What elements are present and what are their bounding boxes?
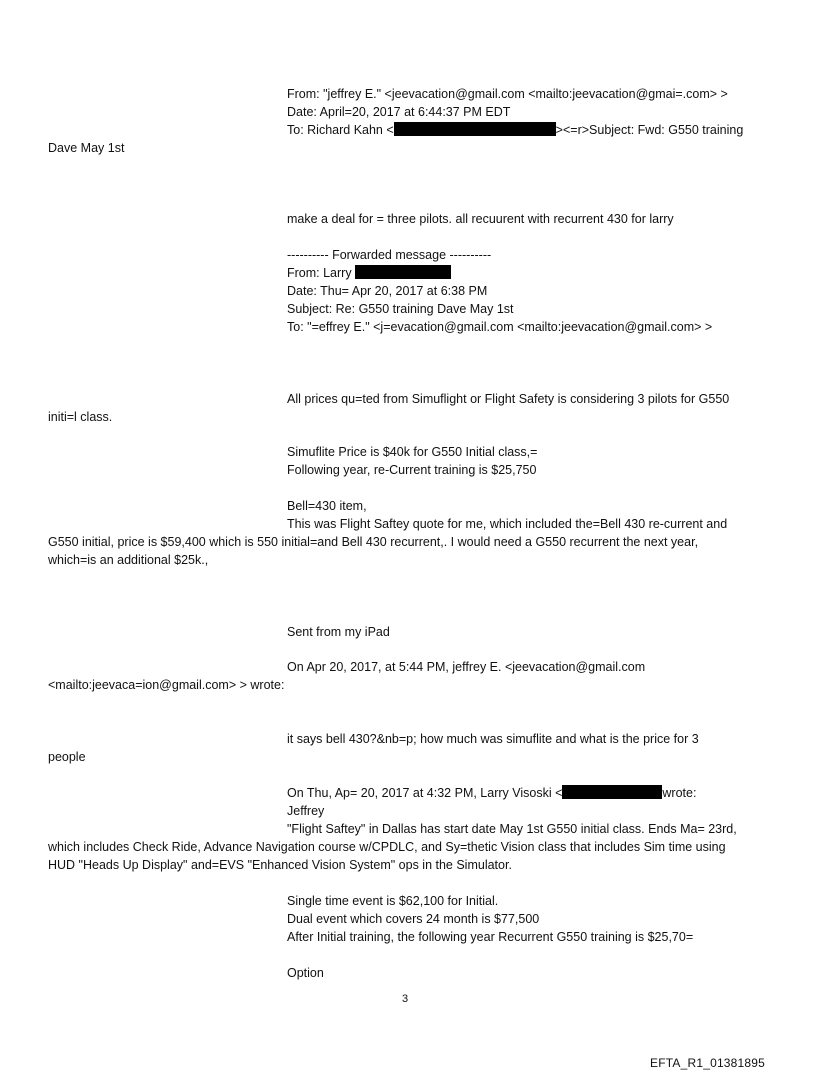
header-to xyxy=(287,122,743,138)
flight-safety-info-cont2: HUD "Heads Up Display" and=EVS "Enhanced Vision System" ops in the Simulator. xyxy=(48,858,512,872)
flight-safety-info: "Flight Saftey" in Dallas has start date May 1st G550 initial class. Ends Ma= 23rd, xyxy=(287,822,737,836)
bell-item: Bell=430 item, xyxy=(287,499,367,513)
forwarded-date: Date: Thu= Apr 20, 2017 at 6:38 PM xyxy=(287,284,488,298)
quote2-header xyxy=(287,785,696,801)
bell-quote: This was Flight Saftey quote for me, which included the=Bell 430 re-current and xyxy=(287,517,728,531)
bell-quote-cont2: which=is an additional $25k., xyxy=(48,553,209,567)
dual-event-price: Dual event which covers 24 month is $77,500 xyxy=(287,912,540,926)
header-subject-continued: Dave May 1st xyxy=(48,141,125,155)
prices-intro-cont: initi=l class. xyxy=(48,410,113,424)
header-to-prefix: To: Richard Kahn < xyxy=(287,123,394,137)
header-date: Date: April=20, 2017 at 6:44:37 PM EDT xyxy=(287,105,511,119)
quote2-prefix: On Thu, Ap= 20, 2017 at 4:32 PM, Larry Visoski < xyxy=(287,786,563,800)
simuflite-price: Simuflite Price is $40k for G550 Initial class,= xyxy=(287,445,538,459)
bell-quote-cont: G550 initial, price is $59,400 which is 550 initial=and Bell 430 recurrent,. I would need a G550 recurrent the next year, xyxy=(48,535,699,549)
redaction-box xyxy=(355,265,451,279)
flight-safety-info-cont: which includes Check Ride, Advance Navigation course w/CPDLC, and Sy=thetic Vision class that includes Sim time using xyxy=(48,840,726,854)
bell-question: it says bell 430?&nb=p; how much was simuflite and what is the price for 3 xyxy=(287,732,699,746)
greeting: Jeffrey xyxy=(287,804,325,818)
forwarded-subject: Subject: Re: G550 training Dave May 1st xyxy=(287,302,514,316)
header-from: From: "jeffrey E." <jeevacation@gmail.com <mailto:jeevacation@gmai=.com> > xyxy=(287,87,728,101)
redaction-box xyxy=(394,122,556,136)
forwarded-from-prefix: From: Larry xyxy=(287,266,356,280)
redaction-box xyxy=(562,785,662,799)
forwarded-separator: ---------- Forwarded message ---------- xyxy=(287,248,492,262)
header-to-suffix: ><=r>Subject: Fwd: G550 training xyxy=(555,123,744,137)
quote2-suffix: wrote: xyxy=(662,786,697,800)
prices-intro: All prices qu=ted from Simuflight or Flight Safety is considering 3 pilots for G550 xyxy=(287,392,730,406)
sent-from: Sent from my iPad xyxy=(287,625,390,639)
bell-question-cont: people xyxy=(48,750,86,764)
recurrent-price: After Initial training, the following year Recurrent G550 training is $25,70= xyxy=(287,930,694,944)
quote1-header: On Apr 20, 2017, at 5:44 PM, jeffrey E. <jeevacation@gmail.com xyxy=(287,660,646,674)
option-label: Option xyxy=(287,966,324,980)
body-line: make a deal for = three pilots. all recuurent with recurrent 430 for larry xyxy=(287,212,674,226)
forwarded-to: To: "=effrey E." <j=evacation@gmail.com <mailto:jeevacation@gmail.com> > xyxy=(287,320,713,334)
page-number: 3 xyxy=(402,993,409,1005)
forwarded-from xyxy=(287,265,451,281)
document-id: EFTA_R1_01381895 xyxy=(650,1056,766,1070)
single-event-price: Single time event is $62,100 for Initial. xyxy=(287,894,499,908)
simuflite-recurrent: Following year, re-Current training is $25,750 xyxy=(287,463,537,477)
quote1-header-cont: <mailto:jeevaca=ion@gmail.com> > wrote: xyxy=(48,678,285,692)
